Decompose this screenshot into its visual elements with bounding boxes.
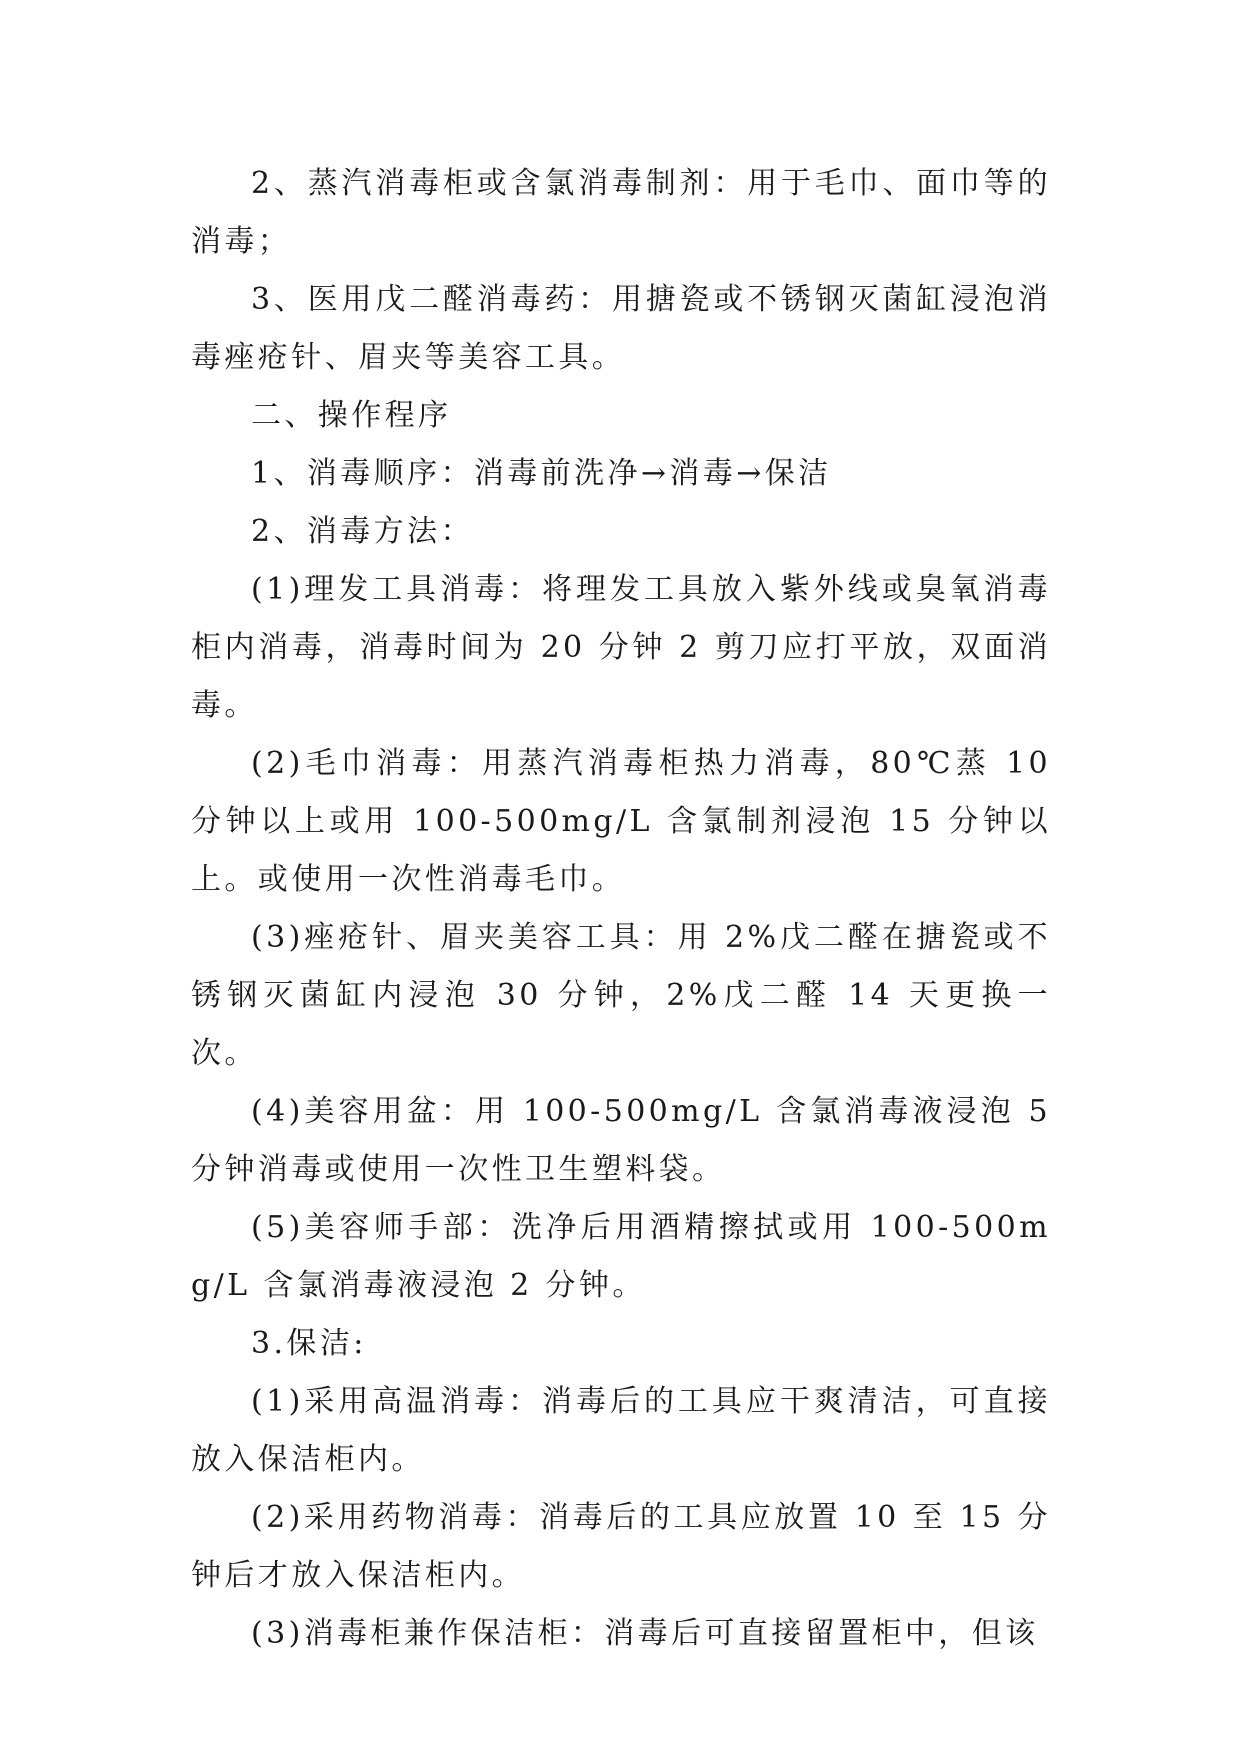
paragraph-beauty-basin: (4)美容用盆：用 100-500mg/L 含氯消毒液浸泡 5 分钟消毒或使用一次性卫生塑料袋。	[191, 1094, 1051, 1187]
paragraph-chemical: (2)采用药物消毒：消毒后的工具应放置 10 至 15 分钟后才放入保洁柜内。	[191, 1500, 1051, 1593]
paragraph-disinfection-order: 1、消毒顺序：消毒前洗净→消毒→保洁	[251, 456, 832, 491]
paragraph-hair-tools: (1)理发工具消毒：将理发工具放入紫外线或臭氧消毒柜内消毒，消毒时间为 20 分钟 2 剪刀应打平放，双面消毒。	[191, 572, 1051, 723]
paragraph-glutaraldehyde: 3、医用戊二醛消毒药：用搪瓷或不锈钢灭菌缸浸泡消毒痤疮针、眉夹等美容工具。	[191, 282, 1051, 375]
paragraph-towels: (2)毛巾消毒：用蒸汽消毒柜热力消毒，80℃蒸 10 分钟以上或用 100-500mg/L 含氯制剂浸泡 15 分钟以上。或使用一次性消毒毛巾。	[191, 746, 1051, 897]
paragraph-disinfection-methods: 2、消毒方法：	[251, 514, 474, 549]
section-heading-cleaning: 3.保洁:	[251, 1326, 367, 1361]
document-body	[191, 155, 1051, 1663]
paragraph-steam-cabinet: 2、蒸汽消毒柜或含氯消毒制剂：用于毛巾、面巾等的消毒；	[191, 166, 1051, 259]
paragraph-high-temp: (1)采用高温消毒：消毒后的工具应干爽清洁，可直接放入保洁柜内。	[191, 1384, 1051, 1477]
section-heading-procedure: 二、操作程序	[251, 398, 452, 433]
paragraph-cabinet-storage: (3)消毒柜兼作保洁柜：消毒后可直接留置柜中，但该	[251, 1616, 1039, 1651]
paragraph-hands: (5)美容师手部：洗净后用酒精擦拭或用 100-500mg/L 含氯消毒液浸泡 2 分钟。	[191, 1210, 1051, 1303]
paragraph-acne-needles: (3)痤疮针、眉夹美容工具：用 2%戊二醛在搪瓷或不锈钢灭菌缸内浸泡 30 分钟，2%戊二醛 14 天更换一次。	[191, 920, 1051, 1071]
